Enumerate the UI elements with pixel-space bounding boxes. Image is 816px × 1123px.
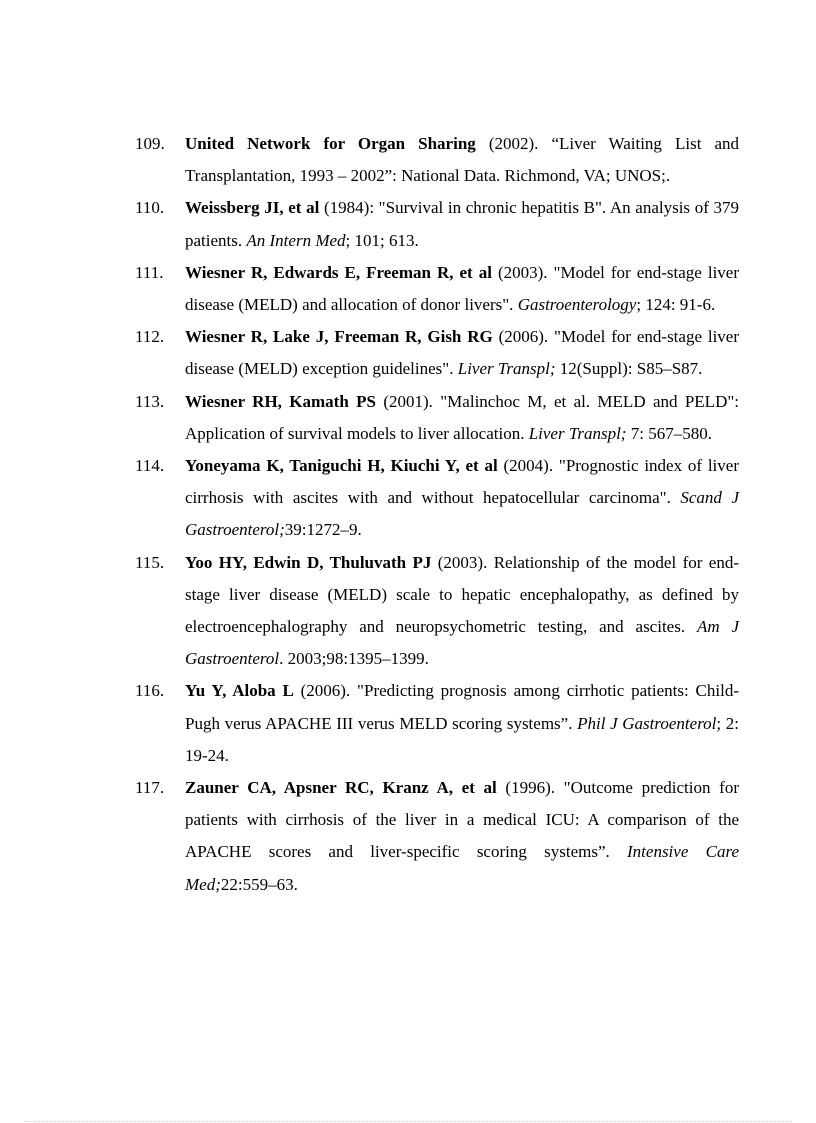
reference-journal: Phil J Gastroenterol: [577, 713, 717, 733]
reference-details: (2002). “Liver Waiting List and Transplantation, 1993 – 2002”: National Data. Richmond, VA; UNOS;.: [185, 134, 740, 186]
reference-authors: United Network for Organ Sharing: [185, 134, 476, 153]
reference-text: [185, 547, 739, 676]
reference-item: [135, 257, 739, 321]
reference-journal: An Intern Med: [246, 230, 346, 250]
reference-text: [185, 321, 739, 385]
reference-authors: Weissberg JI, et al: [185, 198, 320, 218]
reference-text: [185, 386, 739, 450]
reference-journal: Scand J Gastroenterol;: [185, 488, 740, 540]
reference-journal: Liver Transpl;: [457, 359, 556, 379]
reference-authors: Yoo HY, Edwin D, Thuluvath PJ: [185, 552, 432, 572]
reference-text: [185, 128, 739, 192]
reference-citation: 7: 567–580.: [626, 423, 712, 443]
reference-number: 115.: [135, 552, 165, 572]
reference-text: [185, 257, 739, 321]
reference-item: [135, 321, 739, 385]
reference-text: [185, 192, 739, 256]
reference-details: (2003). "Model for end-stage liver disease (MELD) and allocation of donor livers".: [185, 262, 739, 315]
reference-journal: Intensive Care Med;: [185, 842, 739, 894]
reference-number: 114.: [135, 456, 165, 476]
reference-text: [185, 772, 739, 901]
reference-citation: 22:559–63.: [220, 874, 298, 894]
reference-details: (2003). Relationship of the model for end-stage liver disease (MELD) scale to hepatic encephalopathy, as defined by electroencephalography and neuropsychometric testing, and ascites.: [185, 552, 739, 637]
reference-journal: Liver Transpl;: [528, 423, 627, 443]
reference-details: (1984): "Survival in chronic hepatitis B". An analysis of 379 patients.: [185, 198, 739, 250]
reference-item: [135, 128, 739, 192]
reference-citation: ; 2: 19-24.: [185, 713, 739, 765]
reference-authors: Yu Y, Aloba L: [185, 681, 294, 701]
reference-text: [185, 675, 739, 772]
reference-number: 112.: [135, 327, 165, 347]
reference-item: [135, 386, 739, 450]
reference-authors: Zauner CA, Apsner RC, Kranz A, et al: [185, 778, 497, 798]
reference-details: (2006). "Model for end-stage liver disease (MELD) exception guidelines".: [185, 327, 739, 379]
reference-details: (2006). "Predicting prognosis among cirrhotic patients: Child-Pugh verus APACHE III verus MELD scoring systems”.: [185, 681, 739, 733]
reference-details: (2001). "Malinchoc M, et al. MELD and PELD": Application of survival models to liver allocation.: [185, 391, 740, 443]
reference-authors: Yoneyama K, Taniguchi H, Kiuchi Y, et al: [185, 456, 498, 476]
reference-citation: 39:1272–9.: [284, 520, 362, 540]
reference-authors: Wiesner R, Lake J, Freeman R, Gish RG: [185, 327, 493, 347]
reference-authors: Wiesner RH, Kamath PS: [185, 391, 376, 411]
reference-citation: ; 124: 91-6.: [636, 295, 716, 315]
reference-item: [135, 547, 739, 676]
reference-number: 111.: [135, 262, 164, 282]
page-bottom-divider: [24, 1121, 792, 1122]
reference-item: [135, 772, 739, 901]
reference-journal: Am J Gastroenterol: [185, 617, 739, 669]
reference-text: [185, 450, 739, 547]
reference-item: [135, 192, 739, 256]
reference-item: [135, 675, 739, 772]
reference-number: 113.: [135, 391, 165, 411]
reference-citation: 12(Suppl): S85–S87.: [555, 359, 703, 379]
reference-number: 109.: [135, 134, 165, 153]
reference-citation: ; 101; 613.: [345, 230, 419, 250]
reference-number: 116.: [135, 681, 165, 701]
reference-item: [135, 450, 739, 547]
reference-details: (2004). "Prognostic index of liver cirrhosis with ascites with and without hepatocellular carcinoma".: [185, 456, 739, 508]
reference-number: 117.: [135, 778, 165, 798]
reference-journal: Gastroenterology: [517, 295, 637, 315]
reference-list: [135, 128, 739, 901]
reference-number: 110.: [135, 198, 165, 218]
reference-citation: . 2003;98:1395–1399.: [279, 649, 429, 669]
reference-authors: Wiesner R, Edwards E, Freeman R, et al: [185, 262, 492, 282]
reference-details: (1996). "Outcome prediction for patients with cirrhosis of the liver in a medical ICU: A comparison of the APACHE scores and liver-specific scoring systems”.: [185, 778, 739, 862]
